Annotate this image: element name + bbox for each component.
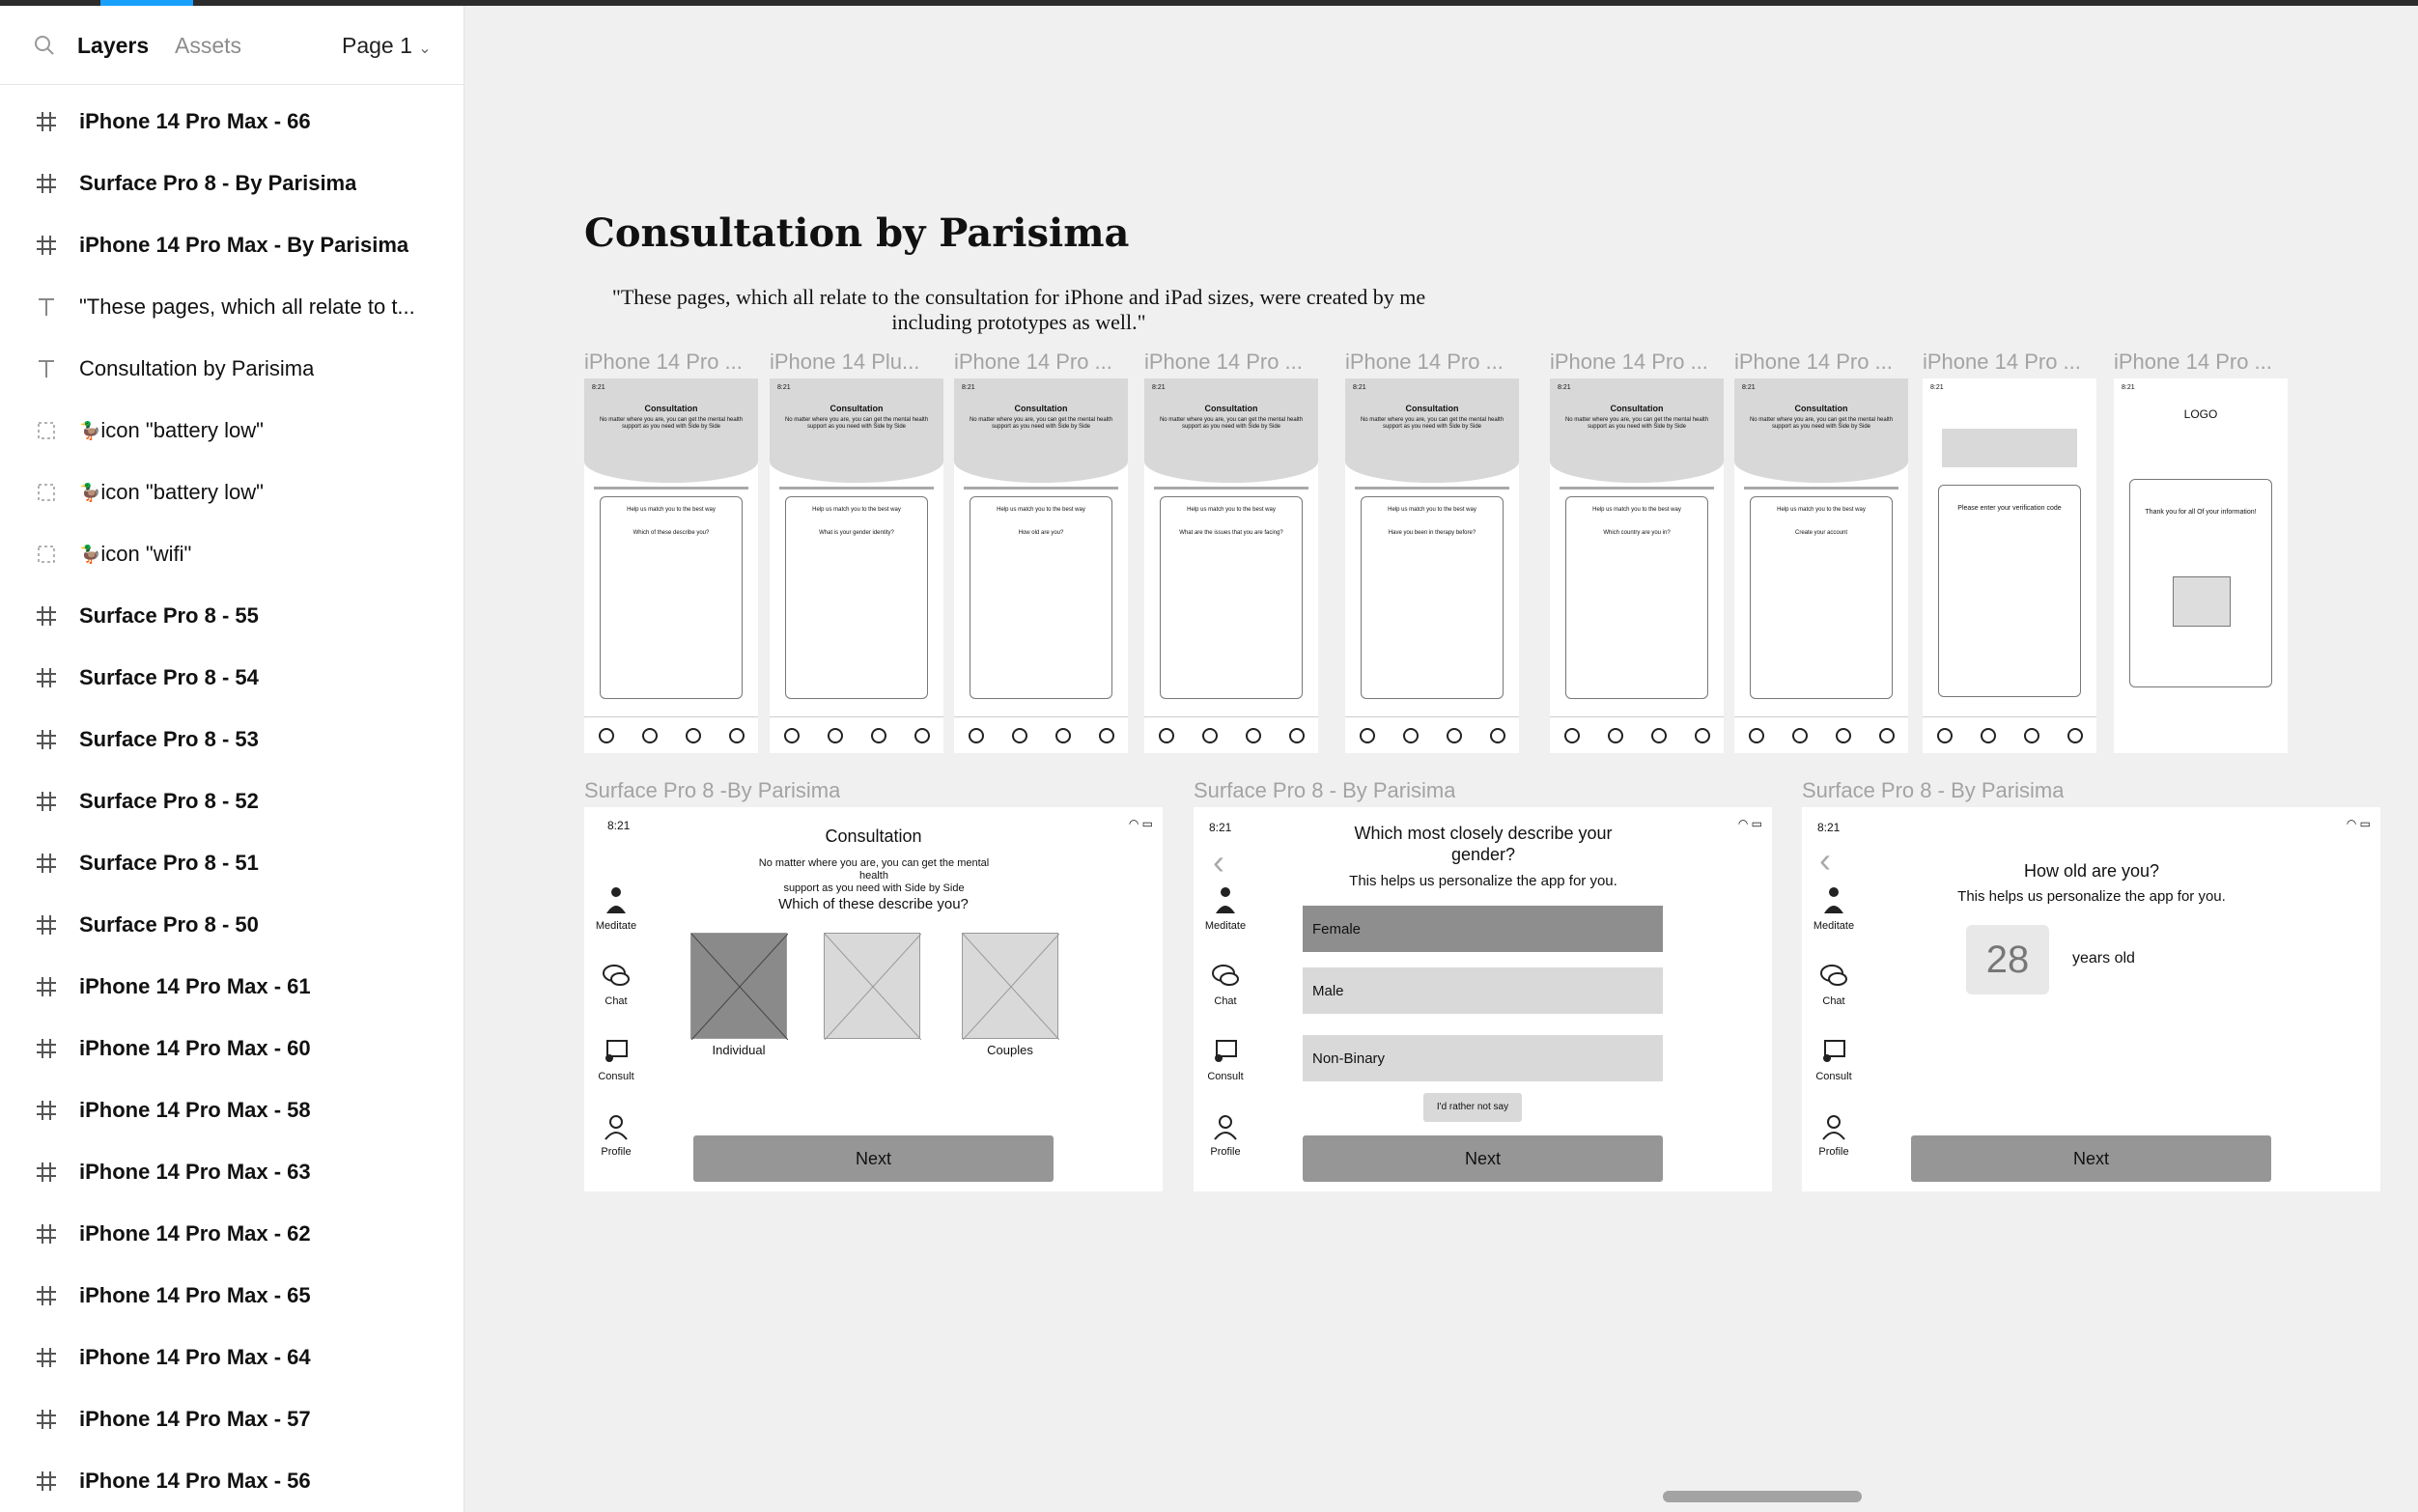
option-individual[interactable] (690, 933, 787, 1039)
layer-item[interactable] (0, 1079, 464, 1141)
layer-item[interactable] (0, 523, 464, 585)
status-time: 8:21 (1558, 384, 1571, 391)
layer-item[interactable] (0, 709, 464, 770)
progress-bar (779, 487, 934, 490)
layer-item-label: Surface Pro 8 - 52 (79, 789, 259, 813)
profile-nav-item[interactable] (1802, 1110, 1866, 1158)
layer-item-content (79, 480, 264, 505)
status-time: 8:21 (1152, 384, 1166, 391)
component-icon (33, 417, 60, 444)
frame-label[interactable]: iPhone 14 Pro ... (1144, 350, 1303, 374)
logo: LOGO (2183, 407, 2218, 421)
frame-icon (33, 1220, 60, 1247)
frame-label[interactable]: iPhone 14 Pro ... (1550, 350, 1708, 374)
frame-icon (33, 726, 60, 753)
option-label: Individual (712, 1043, 766, 1057)
consult-icon[interactable] (2024, 728, 2039, 743)
title-line: Which most closely describe your (1354, 824, 1613, 843)
option-blank[interactable] (824, 933, 920, 1039)
layer-item-label: icon "battery low" (100, 480, 264, 504)
frame-label[interactable]: Surface Pro 8 - By Parisima (1802, 778, 2065, 802)
progress-bar (1154, 487, 1308, 490)
status-time: 8:21 (2122, 384, 2135, 391)
screen-title: Consultation (1405, 404, 1459, 413)
chat-icon[interactable] (828, 728, 843, 743)
chat-nav-item[interactable] (1802, 960, 1866, 1007)
status-time: 8:21 (1353, 384, 1366, 391)
header-wave (1144, 378, 1318, 483)
layer-item-label: iPhone 14 Pro Max - 60 (79, 1036, 311, 1060)
surface-frame-age[interactable] (1802, 807, 2380, 1191)
nav-label: Profile (601, 1146, 632, 1158)
profile-icon[interactable] (1879, 728, 1895, 743)
frame-icon (33, 1282, 60, 1309)
meditate-icon (1802, 884, 1866, 920)
profile-icon[interactable] (1695, 728, 1710, 743)
bottom-nav (770, 716, 943, 753)
nav-label: Meditate (595, 920, 637, 932)
meditate-icon[interactable] (784, 728, 800, 743)
question: What are the issues that you are facing? (1179, 530, 1283, 536)
age-input[interactable]: 28 (1966, 925, 2049, 994)
header-wave (954, 378, 1128, 483)
horizontal-scrollbar[interactable] (1663, 1491, 1862, 1502)
help-text: Help us match you to the best way (1388, 507, 1476, 513)
meditate-icon[interactable] (1159, 728, 1174, 743)
layer-item-label: Surface Pro 8 - 51 (79, 851, 259, 875)
canvas-title[interactable]: Consultation by Parisima (584, 210, 1130, 256)
nav-label: Meditate (1204, 920, 1247, 932)
consult-icon[interactable] (1055, 728, 1071, 743)
screen-subtitle: No matter where you are, you can get the mental health support as you need with Side by Side (1159, 417, 1304, 430)
nav-label: Consult (1815, 1071, 1852, 1082)
nav-label: Consult (1207, 1071, 1244, 1082)
phone-frame[interactable] (2114, 378, 2288, 753)
page-selector[interactable] (342, 6, 432, 85)
question-card (1361, 496, 1504, 699)
question: Which of these describe you? (778, 896, 969, 912)
surface-frame-consultation[interactable] (584, 807, 1163, 1191)
duck-icon: 🦆 (79, 420, 101, 440)
layer-item[interactable] (0, 770, 464, 832)
meditate-nav-item[interactable] (1802, 884, 1866, 932)
question: Please enter your verification code (1957, 505, 2062, 512)
tab-assets[interactable]: Assets (175, 33, 242, 58)
frame-icon (33, 973, 60, 1000)
layer-item[interactable] (0, 214, 464, 276)
screen-title (1300, 823, 1667, 865)
phone-frame[interactable] (1734, 378, 1908, 753)
phone-frame[interactable] (1144, 378, 1318, 753)
layer-item-label: iPhone 14 Pro Max - 64 (79, 1345, 311, 1369)
layer-item[interactable] (0, 1203, 464, 1265)
question-card (970, 496, 1112, 699)
header-wave (1345, 378, 1519, 483)
question: Which of these describe you? (633, 530, 710, 536)
bottom-nav (954, 716, 1128, 753)
frame-icon (33, 108, 60, 135)
status-time: 8:21 (1817, 821, 1841, 834)
canvas-note-line2: including prototypes as well." (891, 310, 1146, 334)
duck-icon: 🦆 (79, 482, 101, 502)
status-time: 8:21 (962, 384, 975, 391)
frame-icon (33, 850, 60, 877)
canvas-note[interactable] (579, 285, 1458, 335)
chat-icon (1802, 960, 1866, 995)
frame-label[interactable]: iPhone 14 Pro ... (584, 350, 743, 374)
frame-icon (33, 232, 60, 259)
screen-title: Consultation (829, 404, 884, 413)
profile-icon[interactable] (914, 728, 930, 743)
progress-bar (964, 487, 1118, 490)
layer-item-label: Surface Pro 8 - By Parisima (79, 171, 357, 195)
layer-item-label: Surface Pro 8 - 54 (79, 665, 259, 689)
layer-item[interactable] (0, 276, 464, 338)
progress-bar (1355, 487, 1509, 490)
layer-item-content (79, 418, 264, 443)
meditate-icon[interactable] (1360, 728, 1375, 743)
skip-button[interactable]: I'd rather not say (1423, 1093, 1522, 1122)
frame-icon (33, 1344, 60, 1371)
help-text: Help us match you to the best way (1777, 507, 1866, 513)
layer-item-label: iPhone 14 Pro Max - 58 (79, 1098, 311, 1122)
frame-icon (33, 911, 60, 938)
progress-bar (594, 487, 748, 490)
chat-icon[interactable] (1792, 728, 1808, 743)
profile-icon (1194, 1110, 1257, 1146)
component-icon (33, 479, 60, 506)
header-wave (770, 378, 943, 483)
status-time: 8:21 (607, 819, 631, 832)
profile-icon (584, 1110, 648, 1146)
nav-label: Chat (1822, 995, 1845, 1007)
option-non-binary[interactable]: Non-Binary (1303, 1035, 1663, 1081)
meditate-icon (584, 884, 648, 920)
next-button[interactable]: Next (693, 1135, 1054, 1182)
layer-item[interactable] (0, 1265, 464, 1327)
layer-item-label: Surface Pro 8 - 50 (79, 912, 259, 937)
screen-title: Consultation (644, 404, 698, 413)
nav-label: Chat (604, 995, 628, 1007)
layer-item-label: "These pages, which all relate to t... (79, 294, 415, 319)
status-time: 8:21 (1209, 821, 1232, 834)
tab-layers[interactable]: Layers (77, 33, 150, 58)
bottom-nav (1734, 716, 1908, 753)
nav-label: Chat (1214, 995, 1237, 1007)
layer-item-label: iPhone 14 Pro Max - 56 (79, 1469, 311, 1493)
frame-label[interactable]: iPhone 14 Pro ... (954, 350, 1112, 374)
screen-title: Consultation (1794, 404, 1848, 413)
help-text: Help us match you to the best way (812, 507, 901, 513)
layer-item[interactable] (0, 1450, 464, 1512)
chat-icon[interactable] (642, 728, 658, 743)
frame-label[interactable]: Surface Pro 8 -By Parisima (584, 778, 841, 802)
consult-icon (1194, 1035, 1257, 1071)
canvas-note-line1: "These pages, which all relate to the consultation for iPhone and iPad sizes, were created by me (611, 285, 1426, 309)
header-wave (1550, 378, 1724, 483)
layer-item[interactable] (0, 338, 464, 400)
question: Which country are you in? (1603, 530, 1671, 536)
question: How old are you? (1018, 530, 1064, 536)
layer-item-label: Surface Pro 8 - 53 (79, 727, 259, 751)
consult-icon (1802, 1035, 1866, 1071)
layer-item[interactable] (0, 400, 464, 462)
frame-icon (33, 664, 60, 691)
header-wave (584, 378, 758, 483)
frame-label[interactable]: iPhone 14 Plu... (770, 350, 920, 374)
bottom-nav (584, 716, 758, 753)
profile-icon[interactable] (729, 728, 745, 743)
help-text: Help us match you to the best way (997, 507, 1085, 513)
screen-subtitle: No matter where you are, you can get the mental health support as you need with Side by Side (784, 417, 929, 430)
frame-icon (33, 1159, 60, 1186)
layer-item-label: iPhone 14 Pro Max - 66 (79, 109, 311, 133)
screen-subtitle: No matter where you are, you can get the mental health support as you need with Side by Side (1360, 417, 1504, 430)
component-icon (33, 541, 60, 568)
frame-icon (33, 602, 60, 630)
consult-icon[interactable] (1651, 728, 1667, 743)
question: Create your account (1794, 530, 1848, 536)
next-button[interactable]: Next (1911, 1135, 2271, 1182)
chat-icon[interactable] (1608, 728, 1623, 743)
status-time: 8:21 (1930, 384, 1944, 391)
chevron-down-icon: ⌄ (418, 41, 432, 57)
screen-title: Consultation (1014, 404, 1068, 413)
panel-tabs (0, 6, 464, 85)
phone-frame[interactable] (770, 378, 943, 753)
meditate-nav-item[interactable] (584, 884, 648, 932)
meditate-icon[interactable] (969, 728, 984, 743)
progress-bar (1560, 487, 1714, 490)
chat-icon (1194, 960, 1257, 995)
screen-subtitle: No matter where you are, you can get the mental health support as you need with Side by Side (599, 417, 744, 430)
consult-nav-item[interactable] (584, 1035, 648, 1082)
back-icon[interactable]: ‹ (1213, 842, 1224, 882)
profile-nav-item[interactable] (1194, 1110, 1257, 1158)
nav-label: Meditate (1813, 920, 1855, 932)
profile-icon (1802, 1110, 1866, 1146)
question-card (600, 496, 743, 699)
duck-icon: 🦆 (79, 544, 101, 564)
message-box (1942, 429, 2077, 467)
chat-nav-item[interactable] (1194, 960, 1257, 1007)
chat-icon[interactable] (1012, 728, 1027, 743)
status-time: 8:21 (777, 384, 791, 391)
status-time: 8:21 (592, 384, 605, 391)
subtitle-line: support as you need with Side by Side (783, 882, 965, 894)
option-male[interactable]: Male (1303, 967, 1663, 1014)
image-placeholder (2173, 576, 2231, 627)
title-line: gender? (1450, 845, 1516, 864)
frame-label[interactable]: iPhone 14 Pro ... (2114, 350, 2272, 374)
layer-item[interactable] (0, 153, 464, 214)
nav-label: Consult (598, 1071, 634, 1082)
layer-item-label: icon "wifi" (100, 542, 192, 566)
profile-icon[interactable] (1099, 728, 1114, 743)
consult-icon (584, 1035, 648, 1071)
age-suffix: years old (2072, 950, 2135, 966)
phone-frame[interactable] (584, 378, 758, 753)
layer-item[interactable] (0, 956, 464, 1018)
meditate-icon[interactable] (1937, 728, 1953, 743)
consult-icon[interactable] (1246, 728, 1261, 743)
meditate-icon[interactable] (599, 728, 614, 743)
frame-icon (33, 1468, 60, 1495)
thank-you-card (2129, 479, 2272, 687)
layer-item-label: Consultation by Parisima (79, 356, 315, 380)
layer-item-label: iPhone 14 Pro Max - 65 (79, 1283, 311, 1307)
layer-item-label: Surface Pro 8 - 55 (79, 603, 259, 628)
subtitle-line: health (859, 870, 888, 882)
screen-title: Consultation (1204, 404, 1258, 413)
frame-icon (33, 170, 60, 197)
layer-item[interactable] (0, 1388, 464, 1450)
layer-item-label: iPhone 14 Pro Max - 63 (79, 1160, 311, 1184)
layer-item-label: iPhone 14 Pro Max - 61 (79, 974, 311, 998)
bottom-nav (1144, 716, 1318, 753)
meditate-icon[interactable] (1564, 728, 1580, 743)
layer-item[interactable] (0, 1018, 464, 1079)
status-time: 8:21 (1742, 384, 1756, 391)
page-selector-label: Page 1 (342, 33, 412, 58)
meditate-icon (1194, 884, 1257, 920)
help-text: Help us match you to the best way (1187, 507, 1276, 513)
layer-item[interactable] (0, 585, 464, 647)
consult-icon[interactable] (686, 728, 701, 743)
frame-icon (33, 1406, 60, 1433)
battery-icon: ◠ ▭ (1128, 817, 1153, 830)
screen-subtitle: This helps us personalize the app for you. (1957, 888, 2226, 905)
profile-icon[interactable] (1490, 728, 1505, 743)
screen-subtitle: This helps us personalize the app for you. (1349, 873, 1617, 889)
consult-nav-item[interactable] (1194, 1035, 1257, 1082)
screen-subtitle: No matter where you are, you can get the mental health support as you need with Side by Side (969, 417, 1113, 430)
text-layer-icon (33, 294, 60, 321)
chat-icon[interactable] (1403, 728, 1419, 743)
layer-item[interactable] (0, 462, 464, 523)
frame-label[interactable]: iPhone 14 Pro ... (1734, 350, 1893, 374)
text-layer-icon (33, 355, 60, 382)
question-card (1750, 496, 1893, 699)
layer-item-label: icon "battery low" (100, 418, 264, 442)
frame-label[interactable]: iPhone 14 Pro ... (1923, 350, 2081, 374)
frame-icon (33, 788, 60, 815)
screen-title: Consultation (1610, 404, 1664, 413)
layer-item[interactable] (0, 1327, 464, 1388)
question-card (1160, 496, 1303, 699)
profile-icon[interactable] (1289, 728, 1305, 743)
phone-frame[interactable] (1550, 378, 1724, 753)
layer-item[interactable] (0, 832, 464, 894)
chat-icon[interactable] (1202, 728, 1218, 743)
profile-icon[interactable] (2067, 728, 2083, 743)
layer-item-label: iPhone 14 Pro Max - 57 (79, 1407, 311, 1431)
consult-icon[interactable] (1836, 728, 1851, 743)
header-wave (1734, 378, 1908, 483)
nav-label: Profile (1210, 1146, 1241, 1158)
layers-panel (0, 6, 464, 1512)
consult-icon[interactable] (871, 728, 886, 743)
help-text: Help us match you to the best way (627, 507, 716, 513)
thank-you-text: Thank you for all Of your information! (2145, 509, 2257, 516)
phone-frame[interactable] (1345, 378, 1519, 753)
question-card (1565, 496, 1708, 699)
search-icon[interactable] (33, 6, 58, 85)
progress-bar (1744, 487, 1898, 490)
chat-nav-item[interactable] (584, 960, 648, 1007)
layer-item[interactable] (0, 894, 464, 956)
screen-subtitle: No matter where you are, you can get the mental health support as you need with Side by Side (1749, 417, 1894, 430)
meditate-icon[interactable] (1749, 728, 1764, 743)
profile-nav-item[interactable] (584, 1110, 648, 1158)
screen-subtitle: No matter where you are, you can get the mental health support as you need with Side by Side (1564, 417, 1709, 430)
frame-icon (33, 1097, 60, 1124)
back-icon[interactable]: ‹ (1819, 840, 1831, 880)
chat-icon (584, 960, 648, 995)
screen-title: Consultation (825, 826, 922, 846)
frame-icon (33, 1035, 60, 1062)
nav-label: Profile (1818, 1146, 1849, 1158)
help-text: Help us match you to the best way (1592, 507, 1681, 513)
layer-item-label: iPhone 14 Pro Max - By Parisima (79, 233, 409, 257)
screen-subtitle (729, 857, 1019, 895)
battery-icon: ◠ ▭ (2346, 817, 2371, 830)
layer-item-label: iPhone 14 Pro Max - 62 (79, 1221, 311, 1246)
frame-label[interactable]: iPhone 14 Pro ... (1345, 350, 1504, 374)
layer-item[interactable] (0, 91, 464, 153)
question: Have you been in therapy before? (1388, 530, 1476, 536)
surface-frame-gender[interactable] (1194, 807, 1772, 1191)
phone-frame[interactable] (954, 378, 1128, 753)
chat-icon[interactable] (1981, 728, 1996, 743)
consult-nav-item[interactable] (1802, 1035, 1866, 1082)
bottom-nav (1923, 716, 2096, 753)
battery-icon: ◠ ▭ (1737, 817, 1762, 830)
question-card (785, 496, 928, 699)
question: What is your gender identity? (819, 530, 894, 536)
screen-title: How old are you? (2023, 861, 2160, 881)
bottom-nav (1550, 716, 1724, 753)
option-label: Couples (987, 1043, 1033, 1057)
subtitle-line: No matter where you are, you can get the mental (758, 857, 990, 869)
layer-item[interactable] (0, 647, 464, 709)
bottom-nav (1345, 716, 1519, 753)
layer-item[interactable] (0, 1141, 464, 1203)
frame-label[interactable]: Surface Pro 8 - By Parisima (1194, 778, 1456, 802)
meditate-nav-item[interactable] (1194, 884, 1257, 932)
option-female[interactable]: Female (1303, 906, 1663, 952)
phone-frame[interactable] (1923, 378, 2096, 753)
consult-icon[interactable] (1447, 728, 1462, 743)
verification-card (1938, 485, 2081, 697)
layer-item-content (79, 542, 191, 567)
option-couples[interactable] (962, 933, 1058, 1039)
next-button[interactable]: Next (1303, 1135, 1663, 1182)
